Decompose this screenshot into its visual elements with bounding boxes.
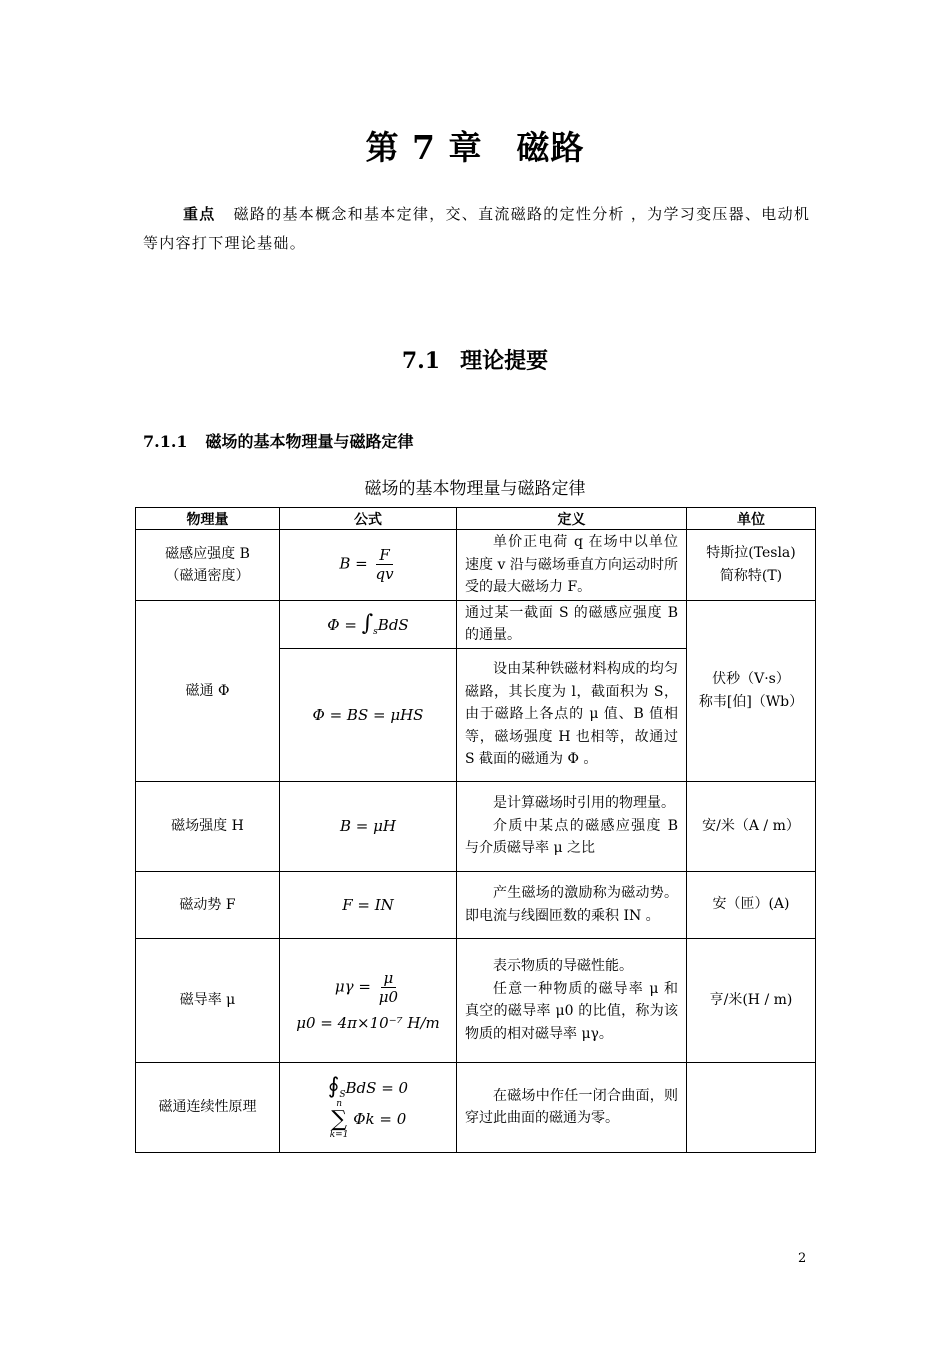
quantity-cell: 磁导率 μ [136,938,280,1062]
formula-cell [280,530,457,601]
fraction-denominator: qv [375,565,394,584]
unit-cell [687,600,816,781]
page-number: 2 [798,1251,807,1266]
closed-integral-formula [280,1074,456,1100]
sum-upper-limit: n [336,1099,342,1109]
unit-cell: 亨/米(H / m) [687,938,816,1062]
focus-label: 重点 [183,205,216,223]
subsection-number: 7.1.1 [143,432,188,451]
unit-cell: 安/米（A / m） [687,781,816,871]
table-row-f [136,871,816,938]
formula-cell: Φ = BS = μHS [280,648,457,781]
header-formula: 公式 [280,508,457,530]
chapter-number: 第 7 章 [365,128,483,167]
formula-cell [280,938,457,1062]
section-title [0,344,950,375]
fraction-numerator: F [376,546,392,565]
integral-body: BdS [377,616,409,634]
subsection-title [143,429,414,452]
definition-paragraph: 表示物质的导磁性能。 [493,958,633,974]
unit-cell [687,1062,816,1152]
definition-paragraph: 介质中某点的磁感应强度 B 与介质磁导率 μ 之比 [465,817,678,857]
table-row-b [136,530,816,601]
summation [330,1100,349,1140]
formula-cell [280,1062,457,1152]
quantity-alias: （磁通密度） [165,567,250,584]
definition-cell: 单价正电荷 q 在场中以单位速度 v 沿与磁场垂直方向运动时所受的最大磁场力 F。 [457,530,687,601]
quantity-cell: 磁通连续性原理 [136,1062,280,1152]
table-row-mu [136,938,816,1062]
subsection-name: 磁场的基本物理量与磁路定律 [205,432,414,451]
physical-quantities-table [135,507,816,1153]
focus-paragraph [143,200,811,258]
integral-body: BdS = 0 [345,1079,409,1097]
unit-name: 伏秒（V·s） [712,670,790,687]
table-header-row [136,508,816,530]
table-row-h [136,781,816,871]
definition-paragraph: 任意一种物质的磁导率 μ 和真空的磁导率 μ0 的比值，称为该物质的相对磁导率 μγ。 [465,980,678,1042]
table-row-phi-a [136,600,816,648]
integral-symbol: ∫ [361,611,374,636]
definition-cell: 产生磁场的激励称为磁动势。即电流与线圈匝数的乘积 IN 。 [457,871,687,938]
chapter-title [0,122,950,169]
formula-lhs: B = [339,554,368,573]
closed-integral-symbol: ∮ [327,1074,340,1099]
fraction [373,546,397,583]
integral-subscript: S [339,1090,346,1100]
fraction-numerator: μ [381,969,397,988]
vacuum-permeability-formula: μ0 = 4π×10⁻⁷ H/m [296,1013,440,1032]
fraction [376,969,401,1006]
formula-lhs: μγ = [334,977,371,995]
header-quantity: 物理量 [136,508,280,530]
sum-lower-limit: k=1 [329,1130,349,1140]
sum-symbol: ∑ [331,1107,347,1132]
relative-permeability-formula [280,969,456,1006]
unit-short: 称韦[伯]（Wb） [698,693,804,710]
sum-formula [280,1100,456,1140]
sum-body: Φk = 0 [353,1110,407,1128]
chapter-name: 磁路 [516,128,585,167]
quantity-name: 磁感应强度 B [165,545,250,562]
unit-cell [687,530,816,601]
quantity-cell: 磁通 Φ [136,600,280,781]
definition-cell: 设由某种铁磁材料构成的均匀磁路，其长度为 l，截面积为 S，由于磁路上各点的 μ 值、B 值相等，磁场强度 H 也相等，故通过 S 截面的磁通为 Φ 。 [457,648,687,781]
formula-lhs: Φ = [327,616,357,634]
unit-name: 特斯拉(Tesla) [706,544,796,561]
formula-cell: B = μH [280,781,457,871]
unit-cell: 安（匝）(A) [687,871,816,938]
integral-subscript: s [373,627,378,637]
quantity-cell: 磁场强度 H [136,781,280,871]
quantity-cell: 磁动势 F [136,871,280,938]
section-number: 7.1 [401,348,441,374]
definition-cell: 在磁场中作任一闭合曲面，则穿过此曲面的磁通为零。 [457,1062,687,1152]
quantity-cell [136,530,280,601]
formula-cell: F = IN [280,871,457,938]
header-unit: 单位 [687,508,816,530]
definition-cell [457,781,687,871]
unit-short: 简称特(T) [719,567,783,584]
definition-cell: 通过某一截面 S 的磁感应强度 B 的通量。 [457,600,687,648]
table-caption: 磁场的基本物理量与磁路定律 [364,479,586,499]
definition-paragraph: 是计算磁场时引用的物理量。 [493,795,675,812]
definition-cell [457,938,687,1062]
focus-text: 磁路的基本概念和基本定律，交、直流磁路的定性分析 ，为学习变压器、电动机等内容打下理论基础。 [143,205,811,252]
header-definition: 定义 [457,508,687,530]
section-name: 理论提要 [460,348,549,374]
formula-cell [280,600,457,648]
table-row-continuity [136,1062,816,1152]
fraction-denominator: μ0 [378,987,399,1006]
